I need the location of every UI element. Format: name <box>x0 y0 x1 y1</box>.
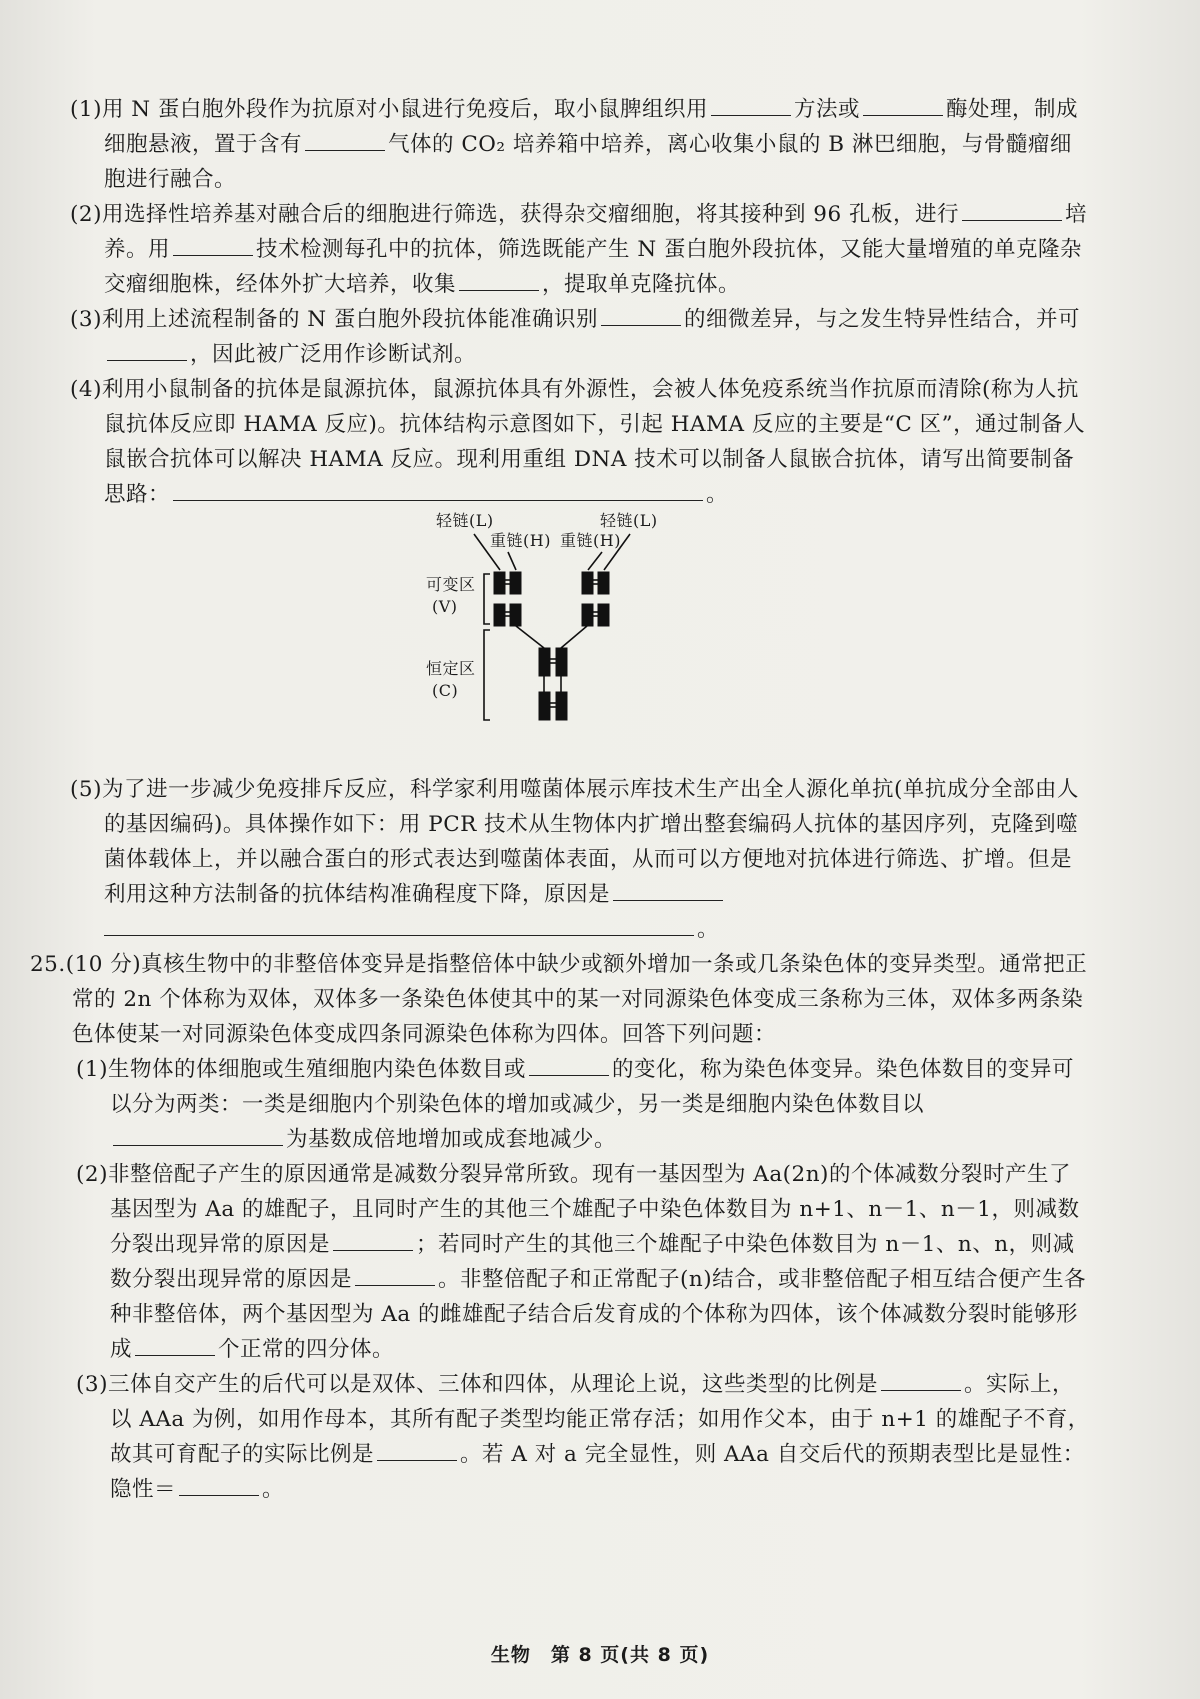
q25-part3: (3)三体自交产生的后代可以是双体、三体和四体，从理论上说，这些类型的比例是 。实际上，以 AAa 为例，如用作母本，其所有配子类型均能正常存活；如用作父本，由于 n+1 的雄配子不育，故其可育配子的实际比例是 。若 A 对 a 完全显性，则 AAa 自交后代的预期表型比是显性：隐性＝ 。 <box>76 1367 1090 1507</box>
light-chain-right-label: 轻链(L) <box>600 511 658 530</box>
answer-blank[interactable] <box>104 913 694 936</box>
chain-segment <box>539 648 550 676</box>
heavy-chain-left-label: 重链(H) <box>490 531 551 550</box>
q25-stem: 25.(10 分)真核生物中的非整倍体变异是指整倍体中缺少或额外增加一条或几条染色体的变异类型。通常把正常的 2n 个体称为双体，双体多一条染色体使其中的某一对同源染色体变成三条称为三体，双体多两条染色体使某一对同源染色体变成四条同源染色体称为四体。回答下列问题： <box>30 952 1088 1047</box>
page-content <box>30 92 1090 1507</box>
answer-blank[interactable] <box>135 1333 215 1356</box>
chain-segment <box>556 648 567 676</box>
chain-segment <box>510 572 521 594</box>
chain-segment <box>494 604 505 626</box>
chain-segment <box>598 604 609 626</box>
answer-blank[interactable] <box>355 1263 435 1286</box>
answer-blank[interactable] <box>377 1438 457 1461</box>
chain-segment <box>598 572 609 594</box>
q24-part3: (3)利用上述流程制备的 N 蛋白胞外段抗体能准确识别 的细微差异，与之发生特异性结合，并可，因此被广泛用作诊断试剂。 <box>70 302 1090 372</box>
constant-abbr-label: (C) <box>432 681 459 700</box>
chain-segment <box>494 572 505 594</box>
answer-blank[interactable] <box>179 1473 259 1496</box>
answer-blank[interactable] <box>863 93 943 116</box>
answer-blank[interactable] <box>711 93 791 116</box>
light-chain-left-label: 轻链(L) <box>436 511 494 530</box>
answer-blank[interactable] <box>613 878 723 901</box>
answer-blank[interactable] <box>881 1368 961 1391</box>
page-footer: 生物 第 8 页(共 8 页) <box>490 1644 710 1666</box>
answer-blank[interactable] <box>173 478 703 501</box>
answer-blank[interactable] <box>173 233 253 256</box>
answer-blank[interactable] <box>107 338 187 361</box>
variable-abbr-label: (V) <box>432 597 458 616</box>
chain-segment <box>582 572 593 594</box>
antibody-svg <box>70 512 1090 772</box>
answer-blank[interactable] <box>601 303 681 326</box>
q24-part1: (1)用 N 蛋白胞外段作为抗原对小鼠进行免疫后，取小鼠脾组织用 方法或 酶处理，制成细胞悬液，置于含有 气体的 CO₂ 培养箱中培养，离心收集小鼠的 B 淋巴细胞，与骨髓瘤细胞进行融合。 <box>70 92 1090 197</box>
q24-part4: (4)利用小鼠制备的抗体是鼠源抗体，鼠源抗体具有外源性，会被人体免疫系统当作抗原而清除(称为人抗鼠抗体反应即 HAMA 反应)。抗体结构示意图如下，引起 HAMA 反应的主要是“C 区”，通过制备人鼠嵌合抗体可以解决 HAMA 反应。现利用重组 DNA 技术可以制备人鼠嵌合抗体，请写出简要制备思路： 。 <box>70 377 1086 507</box>
chain-segment <box>582 604 593 626</box>
heavy-chain-right-label: 重链(H) <box>560 531 621 550</box>
chain-segment <box>539 692 550 720</box>
answer-blank[interactable] <box>305 128 385 151</box>
q24-part5: (5)为了进一步减少免疫排斥反应，科学家利用噬菌体展示库技术生产出全人源化单抗(单抗成分全部由人的基因编码)。具体操作如下：用 PCR 技术从生物体内扩增出整套编码人抗体的基因序列，克隆到噬菌体载体上，并以融合蛋白的形式表达到噬菌体表面，从而可以方便地对抗体进行筛选、扩增。但是利用这种方法制备的抗体结构准确程度下降，原因是 。 <box>70 777 1079 942</box>
answer-blank[interactable] <box>529 1053 609 1076</box>
chain-segment <box>556 692 567 720</box>
q25-part2: (2)非整倍配子产生的原因通常是减数分裂异常所致。现有一基因型为 Aa(2n)的个体减数分裂时产生了基因型为 Aa 的雄配子，且同时产生的其他三个雄配子中染色体数目为 n+1、n－1、n－1，则减数分裂出现异常的原因是 ；若同时产生的其他三个雄配子中染色体数目为 n－1、n、n，则减数分裂出现异常的原因是 。非整倍配子和正常配子(n)结合，或非整倍配子相互结合便产生各种非整倍体，两个基因型为 Aa 的雌雄配子结合后发育成的个体称为四体，该个体减数分裂时能够形成 个正常的四分体。 <box>76 1162 1087 1362</box>
answer-blank[interactable] <box>459 268 539 291</box>
answer-blank[interactable] <box>962 198 1062 221</box>
chain-segment <box>510 604 521 626</box>
antibody-structure-diagram <box>70 512 1090 772</box>
constant-region-label: 恒定区 <box>426 659 476 678</box>
q24-part2: (2)用选择性培养基对融合后的细胞进行筛选，获得杂交瘤细胞，将其接种到 96 孔板，进行 培养。用 技术检测每孔中的抗体，筛选既能产生 N 蛋白胞外段抗体，又能大量增殖的单克隆杂交瘤细胞株，经体外扩大培养，收集 ，提取单克隆抗体。 <box>70 197 1090 302</box>
answer-blank[interactable] <box>113 1123 283 1146</box>
q25-part1: (1)生物体的体细胞或生殖细胞内染色体数目或 的变化，称为染色体变异。染色体数目的变异可以分为两类：一类是细胞内个别染色体的增加或减少，另一类是细胞内染色体数目以为基数成倍地增加或成套地减少。 <box>76 1052 1090 1157</box>
answer-blank[interactable] <box>333 1228 413 1251</box>
variable-region-label: 可变区 <box>426 575 476 594</box>
